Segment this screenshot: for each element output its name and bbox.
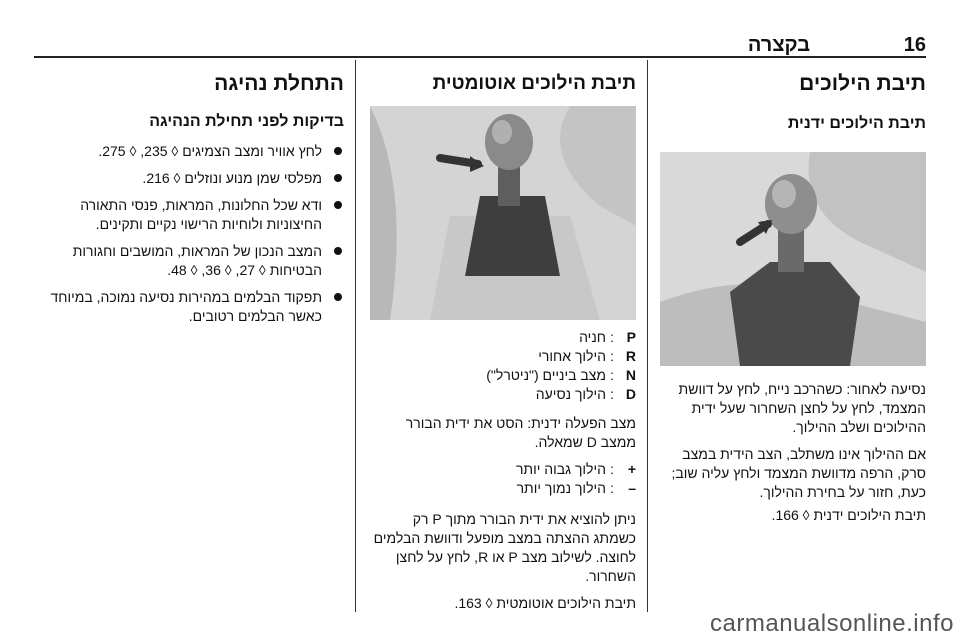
checklist <box>34 142 344 326</box>
position-row: + : הילוך גבוה יותר <box>515 461 636 477</box>
page-header <box>0 0 960 60</box>
manual-gearshift-photo <box>660 152 926 366</box>
column-divider <box>355 60 356 612</box>
bullet-icon <box>334 147 342 155</box>
manual-mode-positions <box>370 460 636 498</box>
reengage-paragraph: אם ההילוך אינו משתלב, הצב הידית במצב סרק, הרפה מדוושת המצמד ולחץ עליה שוב; כעת, חזור על בחירת ההילוך. <box>671 446 926 500</box>
reverse-paragraph: נסיעה לאחור: כשהרכב נייח, לחץ על דוושת המצמד, לחץ על לחצן השחרור שעל ידית ההילוכים ושלב ההילוך. <box>678 381 926 435</box>
header-title: בקצרה <box>747 34 810 56</box>
section-automatic-gearbox <box>370 60 636 613</box>
section-starting-off <box>34 60 344 334</box>
list-item: המצב הנכון של המראות, המושבים וחגורות הבטיחות ◊ 27, ◊ 36, ◊ 48. <box>34 242 344 280</box>
watermark: carmanualsonline.info <box>710 610 954 637</box>
reference-link[interactable]: תיבת הילוכים ידנית ◊ 166. <box>771 507 926 523</box>
bullet-icon <box>334 174 342 182</box>
section-title: התחלת נהיגה <box>214 72 344 95</box>
position-row: N : מצב ביניים ("ניטרל") <box>486 367 636 383</box>
section-title: תיבת הילוכים <box>799 72 926 95</box>
list-item: ודא שכל החלונות, המראות, פנסי התאורה החיצוניות ולוחיות הרישוי נקיים ותקינים. <box>34 196 344 234</box>
position-row: P : חניה <box>579 329 636 345</box>
bullet-icon <box>334 293 342 301</box>
position-row: – : הילוך נמוך יותר <box>516 480 636 496</box>
position-row: D : הילוך נסיעה <box>535 386 636 402</box>
list-item: תפקוד הבלמים במהירות נסיעה נמוכה, במיוחד כאשר הבלמים רטובים. <box>34 288 344 326</box>
list-item: לחץ אוויר ומצב הצמיגים ◊ 235, ◊ 275. <box>34 142 344 161</box>
automatic-selector-photo <box>370 106 636 320</box>
position-row: R : הילוך אחורי <box>538 348 636 364</box>
bullet-icon <box>334 201 342 209</box>
manual-mode-paragraph: מצב הפעלה ידנית: הסט את ידית הבורר ממצב D שמאלה. <box>405 415 636 450</box>
section-subtitle: תיבת הילוכים ידנית <box>787 115 926 132</box>
selector-positions <box>370 328 636 404</box>
page-number: 16 <box>903 34 926 56</box>
section-subtitle: בדיקות לפני תחילת הנהיגה <box>149 113 344 130</box>
reference-link[interactable]: תיבת הילוכים אוטומטית ◊ 163. <box>454 595 636 611</box>
release-paragraph: ניתן להוציא את ידית הבורר מתוך P רק כשמתג ההצתה במצב מופעל ודוושת הבלמים לחוצה. לשילוב מצב P או R, לחץ על לחצן השחרור. <box>373 511 636 584</box>
section-manual-gearbox <box>660 60 926 525</box>
bullet-icon <box>334 247 342 255</box>
column-divider <box>647 60 648 612</box>
header-rule <box>34 56 926 58</box>
section-title: תיבת הילוכים אוטומטית <box>432 73 636 94</box>
list-item: מפלסי שמן מנוע ונוזלים ◊ 216. <box>34 169 344 188</box>
